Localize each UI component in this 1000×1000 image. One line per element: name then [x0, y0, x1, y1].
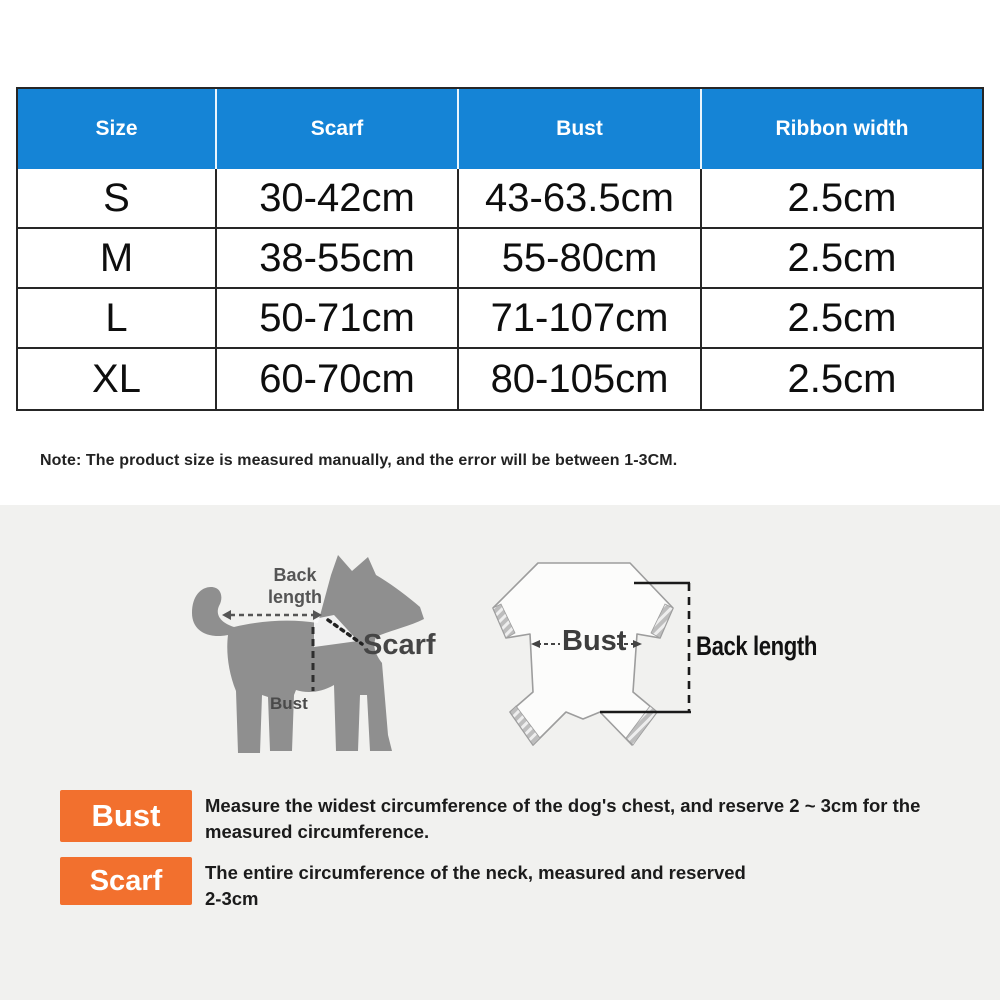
size-cell: S	[18, 169, 217, 229]
table-row	[18, 169, 982, 229]
bust-badge: Bust	[60, 790, 192, 842]
garment-bust-label: Bust	[562, 625, 627, 657]
measuring-guide-section	[0, 505, 1000, 1000]
header-size: Size	[18, 89, 217, 169]
dog-bust-label: Bust	[270, 694, 308, 713]
header-scarf: Scarf	[217, 89, 459, 169]
garment-back-length-label: Back length	[696, 631, 817, 661]
header-bust: Bust	[459, 89, 702, 169]
bust-cell: 71-107cm	[459, 289, 702, 349]
scarf-badge: Scarf	[60, 857, 192, 905]
ribbon-width-cell: 2.5cm	[702, 349, 982, 409]
back-length-arrowhead-left	[222, 610, 231, 620]
garment-measurement-diagram	[470, 540, 840, 780]
header-ribbon-width: Ribbon width	[702, 89, 982, 169]
scarf-description: The entire circumference of the neck, measured and reserved 2-3cm	[205, 862, 746, 910]
table-row	[18, 229, 982, 289]
size-cell: L	[18, 289, 217, 349]
ribbon-width-cell: 2.5cm	[702, 169, 982, 229]
size-cell: XL	[18, 349, 217, 409]
bust-cell: 80-105cm	[459, 349, 702, 409]
ribbon-width-cell: 2.5cm	[702, 289, 982, 349]
size-cell: M	[18, 229, 217, 289]
measurement-note: Note: The product size is measured manually, and the error will be between 1-3CM.	[40, 452, 678, 469]
size-table	[16, 87, 984, 411]
scarf-cell: 38-55cm	[217, 229, 459, 289]
scarf-cell: 50-71cm	[217, 289, 459, 349]
bust-cell: 55-80cm	[459, 229, 702, 289]
dog-measurement-diagram	[180, 543, 480, 773]
scarf-cell: 60-70cm	[217, 349, 459, 409]
bust-arrowhead-right	[633, 640, 642, 648]
dog-back-length-label: Back length	[268, 565, 322, 607]
dog-scarf-label: Scarf	[363, 629, 436, 661]
ribbon-width-cell: 2.5cm	[702, 229, 982, 289]
table-row	[18, 349, 982, 409]
bust-description: Measure the widest circumference of the dog's chest, and reserve 2 ~ 3cm for the measured circumference.	[205, 795, 921, 843]
table-row	[18, 289, 982, 349]
bust-cell: 43-63.5cm	[459, 169, 702, 229]
scarf-cell: 30-42cm	[217, 169, 459, 229]
table-header-row	[18, 89, 982, 169]
